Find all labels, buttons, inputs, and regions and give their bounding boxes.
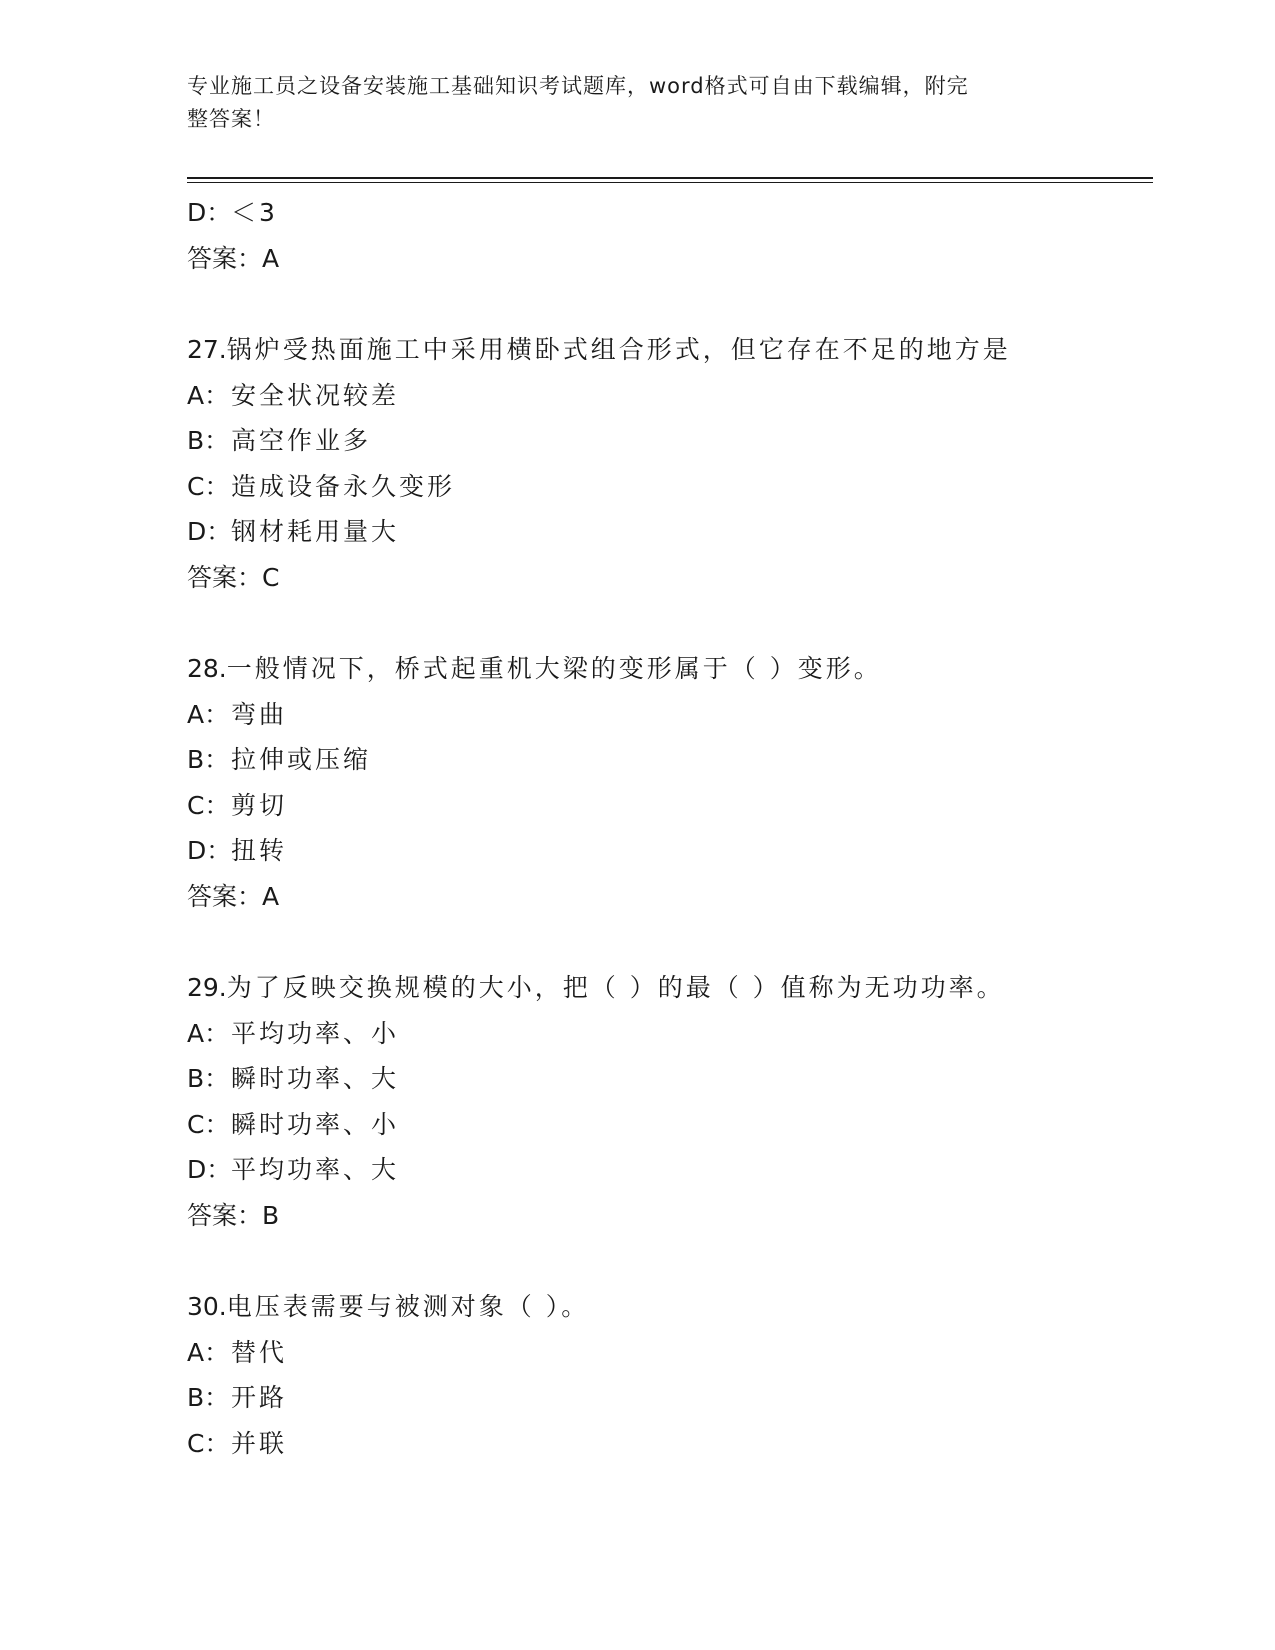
- question-text: 电压表需要与被测对象（ ）。: [226, 1292, 590, 1321]
- answer-label: 答案：: [187, 243, 263, 273]
- question-text: 为了反映交换规模的大小，把（ ）的最（ ）值称为无功功率。: [226, 973, 1005, 1002]
- option-c: [187, 1421, 1153, 1467]
- question-number: 28.: [187, 654, 227, 683]
- option-text: 并联: [231, 1428, 288, 1458]
- answer-line: [187, 874, 1153, 920]
- option-key: A：: [187, 1337, 230, 1367]
- option-key: B：: [187, 426, 230, 455]
- question-29: [187, 965, 1153, 1011]
- option-c: [187, 1102, 1153, 1148]
- option-text: 瞬时功率、大: [231, 1064, 400, 1093]
- question-30: [187, 1284, 1153, 1330]
- option-key: C：: [187, 1109, 230, 1139]
- question-28: [187, 646, 1153, 692]
- option-key: C：: [187, 790, 230, 820]
- option-text: 替代: [231, 1337, 288, 1367]
- question-number: 30.: [187, 1292, 227, 1321]
- answer-label: 答案：: [187, 881, 263, 911]
- answer-label: 答案：: [187, 1200, 263, 1230]
- option-key: D：: [187, 1155, 232, 1184]
- option-key: D：: [187, 836, 232, 865]
- answer-value: A: [262, 243, 280, 273]
- option-key: A：: [187, 380, 230, 410]
- option-c: [187, 464, 1153, 510]
- question-spacer: [187, 281, 1153, 327]
- option-text: 弯曲: [231, 699, 288, 729]
- option-c: [187, 783, 1153, 829]
- header-line-2: 整答案！: [187, 107, 275, 131]
- header-rule-thin: [187, 182, 1153, 183]
- option-text: 扭转: [231, 836, 288, 865]
- option-key: D：: [187, 517, 232, 546]
- document-header: [187, 70, 1087, 136]
- answer-value: B: [262, 1200, 280, 1230]
- option-text: ＜3: [231, 198, 278, 227]
- question-text: 锅炉受热面施工中采用横卧式组合形式，但它存在不足的地方是: [226, 335, 1011, 364]
- question-spacer: [187, 1238, 1153, 1284]
- option-a: [187, 1330, 1153, 1376]
- answer-value: A: [262, 881, 280, 911]
- question-number: 29.: [187, 973, 227, 1002]
- option-text: 平均功率、小: [231, 1018, 400, 1048]
- option-text: 造成设备永久变形: [231, 471, 456, 501]
- option-text: 平均功率、大: [231, 1155, 400, 1184]
- answer-line: [187, 555, 1153, 601]
- option-d: [187, 828, 1153, 874]
- option-b: [187, 737, 1153, 783]
- option-a: [187, 373, 1153, 419]
- answer-line: [187, 1193, 1153, 1239]
- answer-line: [187, 236, 1153, 282]
- answer-value: C: [262, 562, 280, 592]
- question-number: 27.: [187, 335, 227, 364]
- header-line-1: 专业施工员之设备安装施工基础知识考试题库，word格式可自由下载编辑，附完: [187, 74, 969, 98]
- option-d: [187, 190, 1153, 236]
- option-key: C：: [187, 471, 230, 501]
- option-b: [187, 1375, 1153, 1421]
- option-b: [187, 418, 1153, 464]
- option-key: B：: [187, 1383, 230, 1412]
- question-27: [187, 327, 1153, 373]
- option-a: [187, 692, 1153, 738]
- option-text: 拉伸或压缩: [231, 745, 372, 774]
- option-a: [187, 1011, 1153, 1057]
- question-spacer: [187, 919, 1153, 965]
- option-text: 高空作业多: [231, 426, 372, 455]
- question-list: [187, 190, 1153, 1466]
- option-b: [187, 1056, 1153, 1102]
- option-key: C：: [187, 1428, 230, 1458]
- option-text: 剪切: [231, 790, 288, 820]
- option-text: 钢材耗用量大: [231, 517, 400, 546]
- header-rule-thick: [187, 177, 1153, 179]
- option-text: 瞬时功率、小: [231, 1109, 400, 1139]
- option-d: [187, 1147, 1153, 1193]
- answer-label: 答案：: [187, 562, 263, 592]
- question-text: 一般情况下，桥式起重机大梁的变形属于（ ）变形。: [226, 654, 882, 683]
- option-d: [187, 509, 1153, 555]
- option-key: B：: [187, 1064, 230, 1093]
- question-spacer: [187, 600, 1153, 646]
- option-text: 安全状况较差: [231, 380, 400, 410]
- option-key: B：: [187, 745, 230, 774]
- option-key: D：: [187, 198, 232, 227]
- option-key: A：: [187, 1018, 230, 1048]
- option-key: A：: [187, 699, 230, 729]
- option-text: 开路: [231, 1383, 288, 1412]
